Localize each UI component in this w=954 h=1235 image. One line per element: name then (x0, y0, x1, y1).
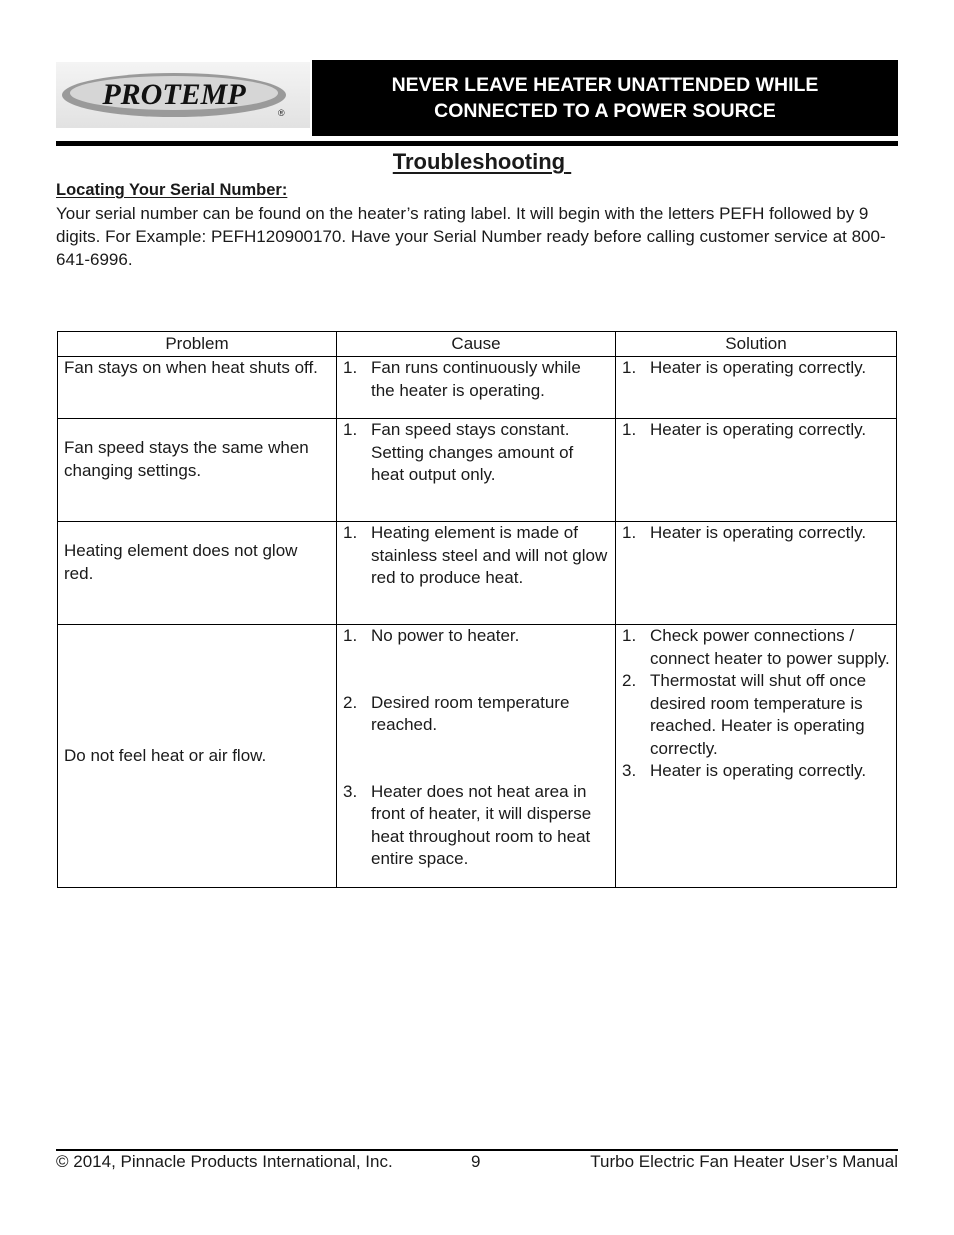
header-cause: Cause (337, 332, 616, 357)
item-text: Check power connections / connect heater to power supply. (650, 626, 890, 668)
problem-cell: Do not feel heat or air flow. (58, 625, 337, 888)
list-item (622, 357, 890, 380)
cause-cell (337, 357, 616, 419)
item-number: 3. (343, 781, 358, 801)
item-text: Thermostat will shut off once desired room temperature is reached. Heater is operating correctly. (650, 671, 867, 758)
list-item (622, 625, 890, 670)
header-problem: Problem (58, 332, 337, 357)
item-number: 3. (622, 761, 637, 780)
item-number: 1. (622, 626, 637, 645)
logo-wordmark: PROTEMP (102, 78, 246, 111)
cause-cell (337, 625, 616, 888)
item-number: 1. (343, 420, 358, 439)
list-item (622, 419, 890, 442)
item-text: No power to heater. (371, 626, 520, 645)
table-row (58, 522, 897, 625)
list-item (622, 760, 890, 783)
item-number: 1. (622, 523, 637, 542)
item-number: 1. (343, 523, 358, 542)
problem-cell: Heating element does not glow red. (58, 522, 337, 625)
page-footer (56, 1152, 898, 1174)
item-text: Heating element is made of stainless steel and will not glow red to produce heat. (371, 523, 608, 587)
header-solution: Solution (616, 332, 897, 357)
page-number: 9 (471, 1152, 481, 1171)
table-row (58, 357, 897, 419)
page-title-text: Troubleshooting (392, 149, 566, 174)
warning-text: NEVER LEAVE HEATER UNATTENDED WHILE CONNECTED TO A POWER SOURCE (391, 74, 819, 122)
item-text: Fan speed stays constant. Setting changes amount of heat output only. (371, 420, 574, 484)
copyright-text: © 2014, Pinnacle Products International, Inc. (56, 1152, 393, 1171)
list-item (343, 625, 609, 648)
item-text: Heater is operating correctly. (650, 358, 867, 377)
item-text: Heater does not heat area in front of heater, it will disperse heat throughout room to heat entire space. (371, 781, 592, 868)
list-item (622, 522, 890, 545)
cause-cell (337, 419, 616, 522)
table-row (58, 625, 897, 888)
item-text: Fan runs continuously while the heater is operating. (371, 358, 581, 400)
header-divider (56, 141, 898, 146)
list-item (622, 670, 890, 760)
item-text: Heater is operating correctly. (650, 761, 867, 780)
brand-logo (56, 62, 310, 128)
list-item (343, 781, 609, 871)
list-item (343, 692, 609, 737)
table-row (58, 419, 897, 522)
solution-cell (616, 419, 897, 522)
protemp-logo-icon (56, 62, 310, 128)
list-item (343, 419, 609, 487)
item-text: Heater is operating correctly. (650, 523, 867, 542)
page-title (0, 149, 954, 175)
item-number: 1. (343, 626, 358, 645)
item-text: Desired room temperature reached. (371, 692, 570, 734)
item-number: 1. (343, 358, 358, 377)
problem-cell: Fan speed stays the same when changing settings. (58, 419, 337, 522)
manual-title: Turbo Electric Fan Heater User’s Manual (590, 1152, 898, 1171)
problem-cell: Fan stays on when heat shuts off. (58, 357, 337, 419)
solution-cell (616, 522, 897, 625)
item-text: Heater is operating correctly. (650, 420, 867, 439)
troubleshooting-table (57, 331, 897, 888)
warning-banner (312, 60, 898, 136)
list-item (343, 522, 609, 590)
registered-mark: ® (278, 108, 285, 118)
footer-divider (56, 1149, 898, 1151)
list-item (343, 357, 609, 402)
table-header-row (58, 332, 897, 357)
serial-paragraph: Your serial number can be found on the heater’s rating label. It will begin with the letters PEFH followed by 9 digits. For Example: PEFH120900170. Have your Serial Number ready before calling customer service at 800-641-6996. (56, 204, 886, 269)
solution-cell (616, 625, 897, 888)
item-number: 2. (622, 671, 637, 690)
item-number: 1. (622, 358, 637, 377)
cause-cell (337, 522, 616, 625)
serial-heading: Locating Your Serial Number: (56, 181, 288, 199)
solution-cell (616, 357, 897, 419)
item-number: 1. (622, 420, 637, 439)
item-number: 2. (343, 692, 358, 712)
